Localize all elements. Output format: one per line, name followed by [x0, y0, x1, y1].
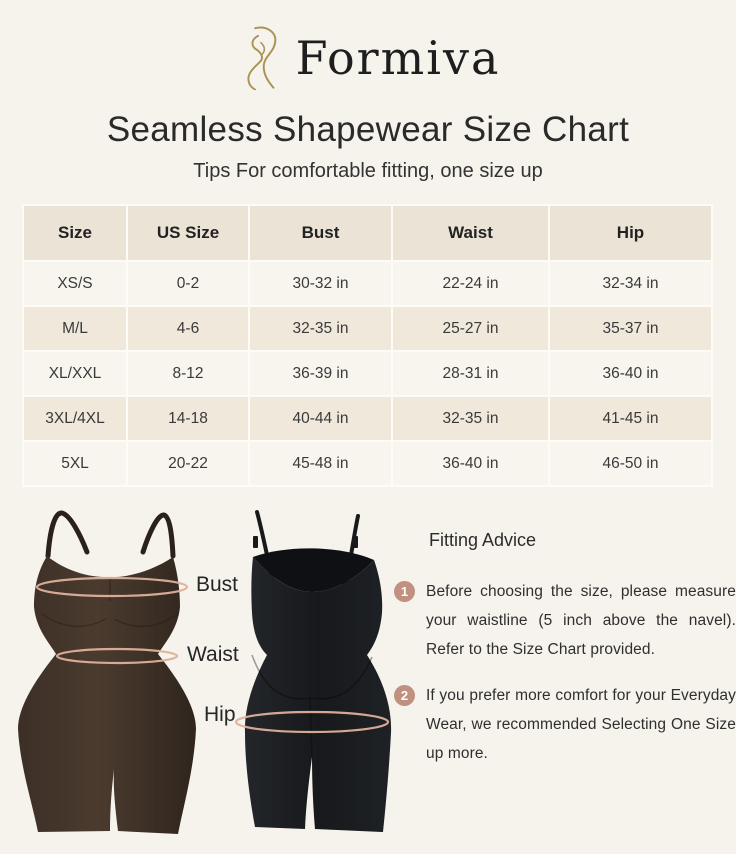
- size-cell: 46-50 in: [549, 441, 712, 486]
- fitting-advice-heading: Fitting Advice: [429, 530, 537, 550]
- size-cell: 36-40 in: [392, 441, 549, 486]
- size-cell: 32-35 in: [249, 306, 392, 351]
- advice-item-1: [392, 577, 736, 664]
- shapewear-front-image: [12, 504, 202, 837]
- size-cell: M/L: [23, 306, 127, 351]
- advice-text: Before choosing the size, please measure your waistline (5 inch above the navel). Refer to the Size Chart provided.: [426, 583, 736, 658]
- size-cell: 0-2: [127, 261, 249, 306]
- hip-label: Hip: [204, 703, 236, 726]
- page-title: Seamless Shapewear Size Chart: [106, 110, 630, 149]
- size-cell: 25-27 in: [392, 306, 549, 351]
- size-cell: 22-24 in: [392, 261, 549, 306]
- shapewear-back-image: [240, 505, 395, 835]
- bust-label: Bust: [196, 573, 239, 596]
- size-cell: 4-6: [127, 306, 249, 351]
- size-cell: 32-35 in: [392, 396, 549, 441]
- column-header: Hip: [549, 205, 712, 261]
- size-cell: 28-31 in: [392, 351, 549, 396]
- size-cell: 35-37 in: [549, 306, 712, 351]
- size-cell: XL/XXL: [23, 351, 127, 396]
- size-cell: 5XL: [23, 441, 127, 486]
- size-cell: 41-45 in: [549, 396, 712, 441]
- size-cell: 20-22: [127, 441, 249, 486]
- size-cell: 36-40 in: [549, 351, 712, 396]
- column-header: US Size: [127, 205, 249, 261]
- size-cell: 3XL/4XL: [23, 396, 127, 441]
- fitting-advice-section: [392, 530, 736, 768]
- advice-number-badge: 2: [394, 685, 415, 706]
- advice-item-2: [392, 681, 736, 768]
- page-subtitle: Tips For comfortable fitting, one size up: [193, 160, 543, 182]
- brand-name: Formiva: [295, 31, 501, 85]
- column-header: Size: [23, 205, 127, 261]
- size-cell: 45-48 in: [249, 441, 392, 486]
- size-cell: XS/S: [23, 261, 127, 306]
- advice-number-badge: 1: [394, 581, 415, 602]
- size-cell: 8-12: [127, 351, 249, 396]
- column-header: Waist: [392, 205, 549, 261]
- advice-text: If you prefer more comfort for your Everyday Wear, we recommended Selecting One Size up more.: [426, 687, 736, 762]
- waist-label: Waist: [187, 643, 239, 666]
- column-header: Bust: [249, 205, 392, 261]
- size-cell: 32-34 in: [549, 261, 712, 306]
- size-cell: 40-44 in: [249, 396, 392, 441]
- size-cell: 30-32 in: [249, 261, 392, 306]
- size-cell: 36-39 in: [249, 351, 392, 396]
- size-cell: 14-18: [127, 396, 249, 441]
